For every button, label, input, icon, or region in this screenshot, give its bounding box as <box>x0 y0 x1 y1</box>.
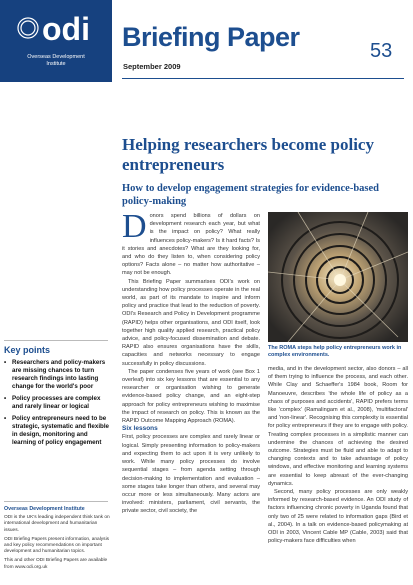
key-points <box>4 345 112 451</box>
key-point-item: • Policy processes are complex and rarely linear or logical <box>4 395 101 410</box>
header-divider <box>122 78 404 79</box>
body-column-right-text <box>268 365 408 545</box>
about-text-1: ODI is the UK's leading independent think tank on international development and humanitarian issues. <box>4 515 110 533</box>
body-column-left <box>122 208 260 516</box>
about-heading: Overseas Development Institute <box>4 506 85 512</box>
about-divider <box>4 501 108 502</box>
paragraph: This Briefing Paper summarises ODI's work on understanding how policy processes operate in the real world, as part of its mandate to inspire and inform policy and practice that lead to the reduction of poverty. ODI's Research and Policy in Development programme (RAPID) helps other organisations, and ODI itself, look together high quality applied research, practical policy advice, and policy-focused dissemination and debate. RAPID also ensures organisations have the skills, capacities and networks necessary to engage successfully in policy discussions. <box>122 278 260 367</box>
drop-cap: D <box>122 208 147 245</box>
publication-date: September 2009 <box>123 62 181 71</box>
spiral-staircase-photo <box>268 212 408 342</box>
paragraph: First, policy processes are complex and rarely linear or logical. Simply presenting information to policy-makers and expecting them to act upon it is very unlikely to work. While many policy processes do involve sequential stages – from agenda setting through decision-making to implementation and evaluation – some stages take longer than others, and several may occur more or less simultaneously. Many actors are involved: ministers, parliament, civil servants, the private sector, civil society, the <box>122 434 260 515</box>
odi-logo-mark <box>14 6 98 50</box>
odi-logo[interactable] <box>0 0 112 82</box>
paragraph: The paper condenses five years of work (see Box 1 overleaf) into six key lessons that are essential to any researcher or organisation wishing to generate evidence-based policy change, and an eight-step approach for policy entrepreneurs wishing to maximise the impact of research on policy. This is known as the RAPID Outcome Mapping Approach (ROMA). <box>122 368 260 425</box>
key-points-heading: Key points <box>4 345 51 355</box>
about-odi <box>4 506 112 574</box>
paragraph: media, and in the development sector, also donors – all of them trying to influence the process, and each other. While Clay and Schaeffer's 1984 book, Room for Manoeuvre, describes 'the whole life of policy as a chaos of purposes and accidents', RAPID prefers terms like 'complex' (Ramalingam et al., 2008), 'multifactoral' and 'non-linear'. Recognising this complexity is essential for policy entrepreneurs if they are to engage with policy. Treating complex processes in a simplistic manner can undermine the chances of achieving the desired outcome. Strategies must be fluid and able to adapt to changing contexts and to take advantage of policy windows, and effective monitoring and learning systems are essential to keep abreast of the ever-changing dynamics. <box>268 366 408 487</box>
section-heading: Six lessons <box>122 425 158 433</box>
sidebar-divider <box>4 340 108 341</box>
key-point-item: • Researchers and policy-makers are missing chances to turn research findings into lasting change for the world's poor <box>4 359 106 390</box>
staircase-image <box>268 212 408 342</box>
logo-org-name: Overseas Development Institute <box>27 54 85 67</box>
about-text-2: ODI Briefing Papers present information, analysis and key policy recommendations on important development and humanitarian topics. <box>4 536 110 555</box>
photo-caption: The ROMA steps help policy entrepreneurs work in complex environments. <box>268 345 402 358</box>
body-column-right <box>268 212 408 545</box>
issue-number: 53 <box>370 40 393 62</box>
about-text-3: This and other ODI Briefing Papers are available from www.odi.org.uk <box>4 558 108 570</box>
logo-wordmark: odi <box>42 11 90 47</box>
article-subtitle: How to develop engagement strategies for evidence-based policy-making <box>122 183 380 207</box>
paragraph: Second, many policy processes are only weakly informed by research-based evidence. An ODI study of factors influencing chronic poverty in Uganda found that only two of 25 were related to information gaps (Bird et al., 2004). In a talk on evidence-based policymaking at ODI in 2003, Vincent Cable MP (Cable, 2003) said that policy-makers face difficulties when <box>268 489 408 545</box>
article-title: Helping researchers become policy entrepreneurs <box>122 135 374 174</box>
publication-title: Briefing Paper <box>122 22 300 52</box>
sidebar <box>0 0 112 585</box>
paragraph: Donors spend billions of dollars on development research each year, but what is the impact on policy? What really influences policy-makers? Is it hard facts? Is it stories and anecdotes? What are they looking for, and who do they listen to, when considering policy options? Facts alone – no matter how authoritative – may not be enough. <box>122 208 260 277</box>
key-point-item: • Policy entrepreneurs need to be strategic, systematic and flexible in design, monitoring and learning of policy engagement <box>4 415 109 446</box>
